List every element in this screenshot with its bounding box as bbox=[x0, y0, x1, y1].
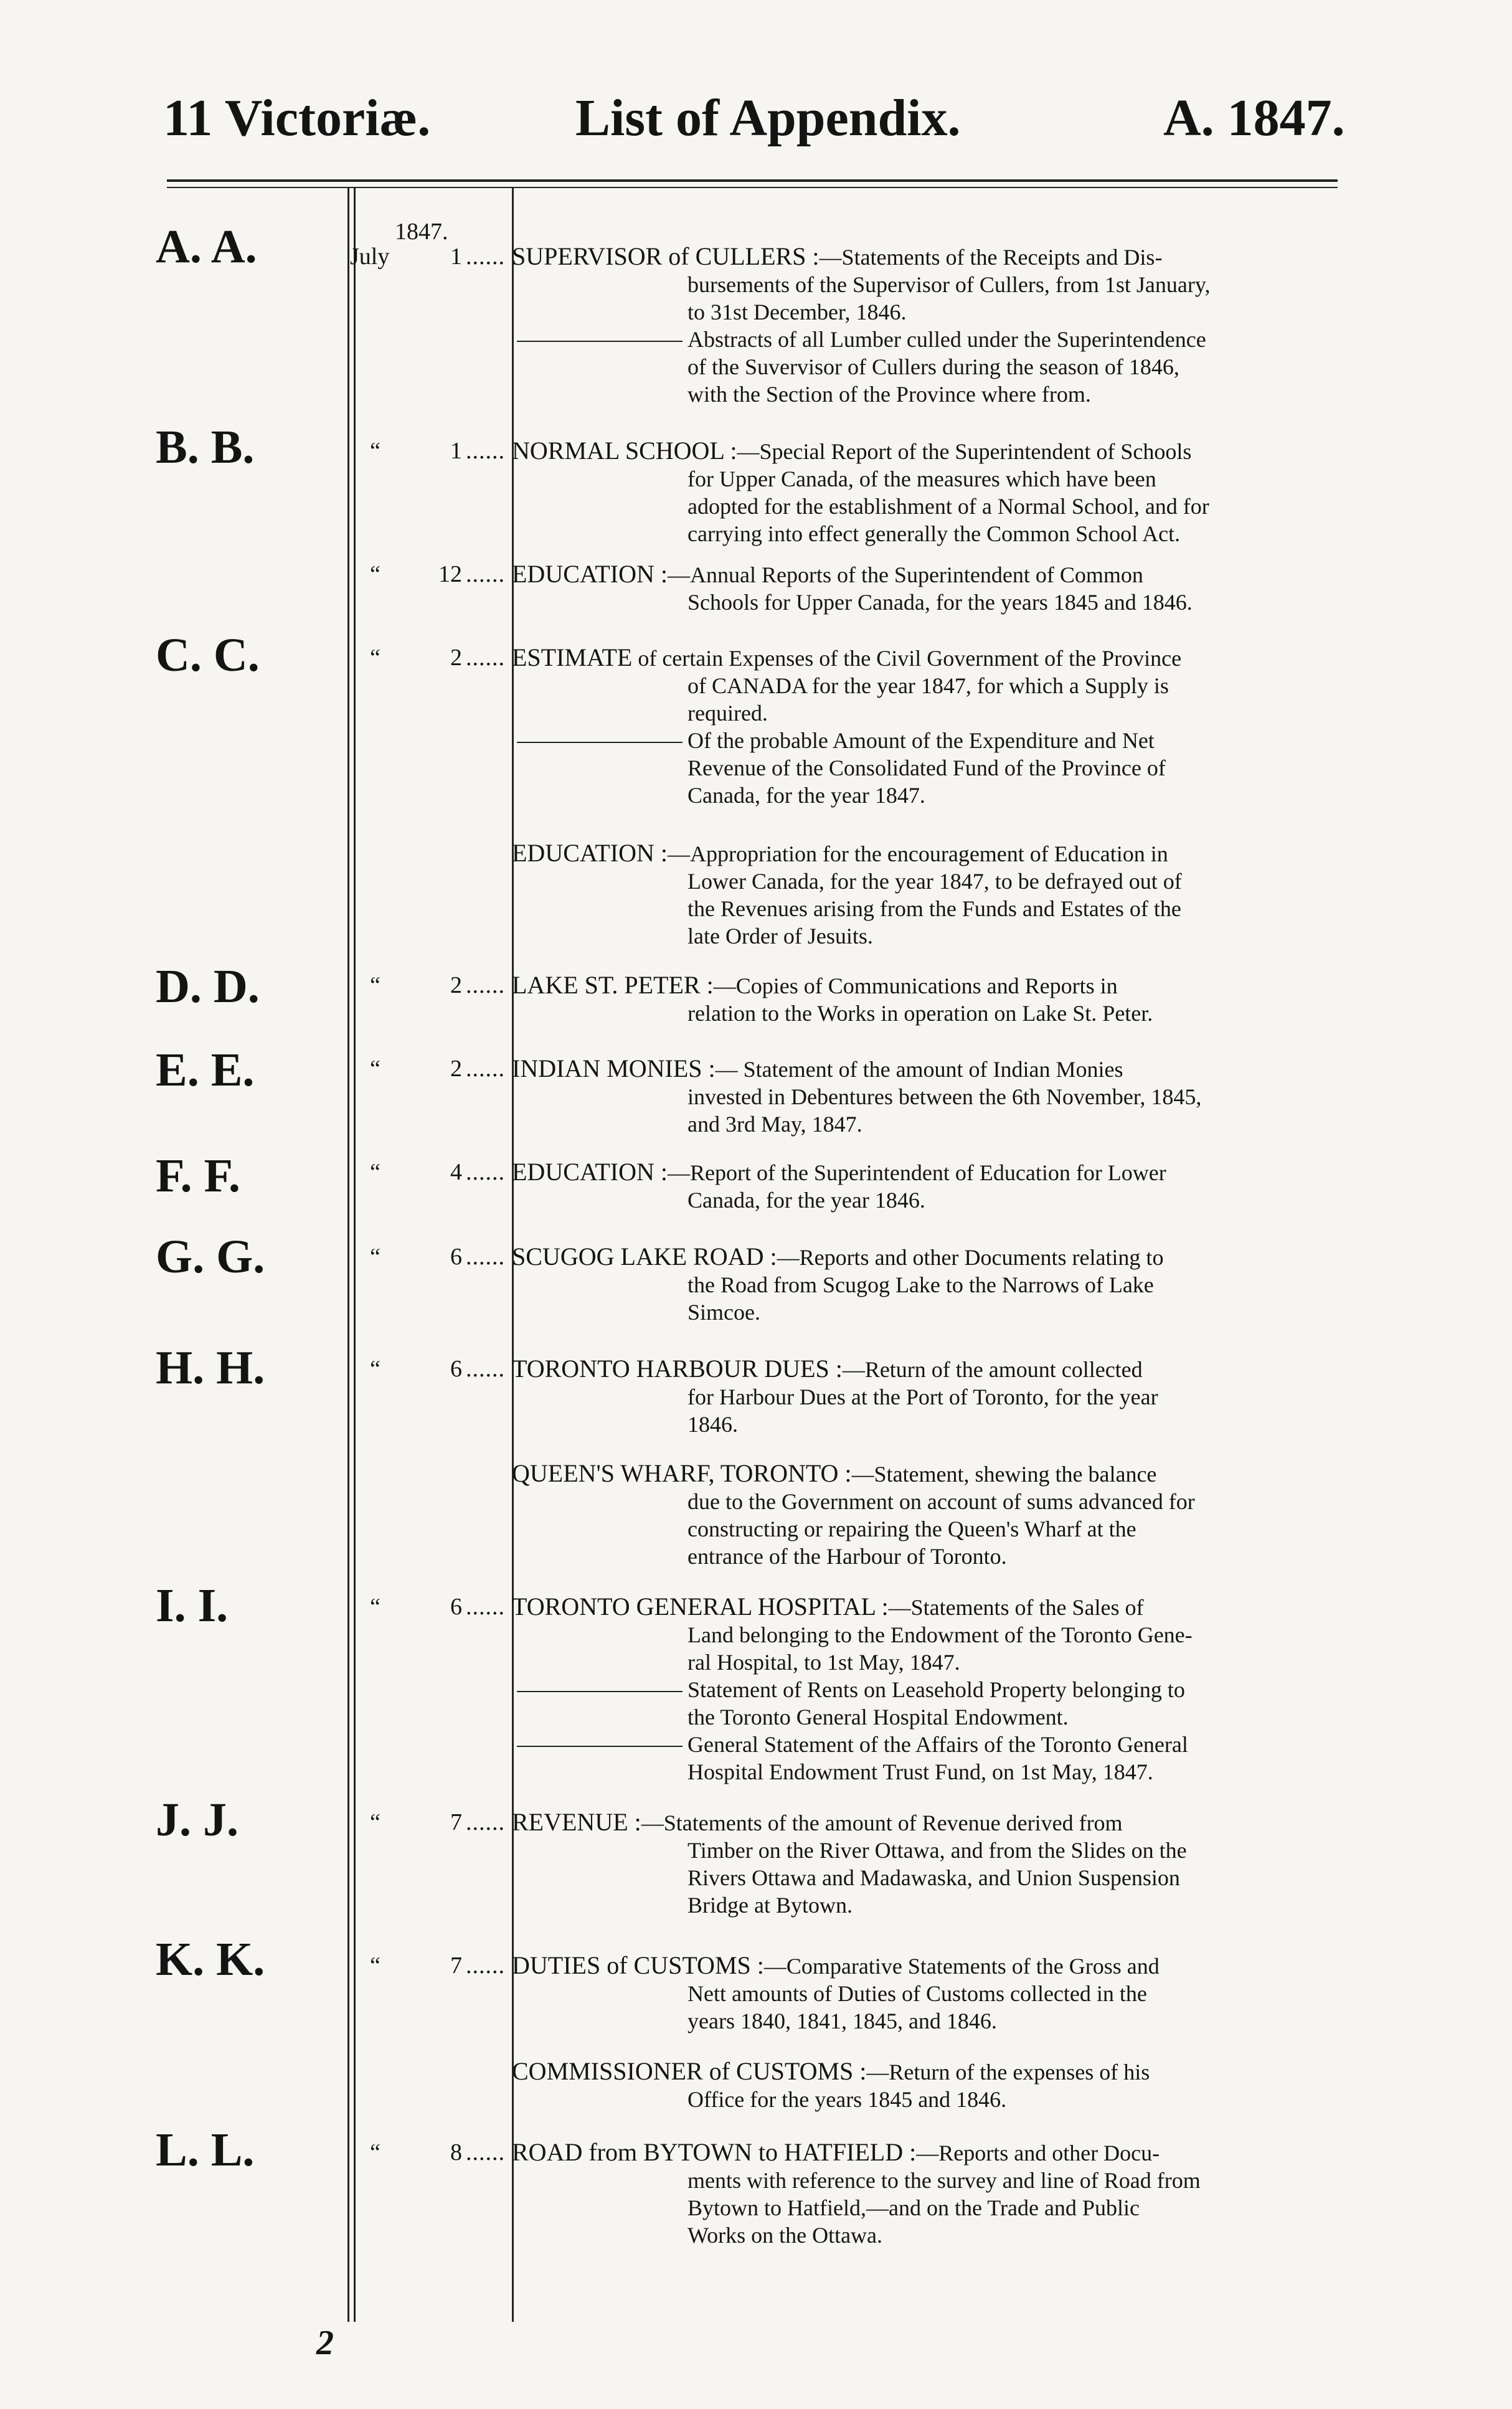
entry-heading: ESTIMATE bbox=[512, 643, 633, 671]
column-rule-left bbox=[347, 188, 349, 2322]
entry-heading: NORMAL SCHOOL : bbox=[512, 437, 737, 465]
appendix-entry bbox=[512, 1952, 1331, 2035]
appendix-letter: I. I. bbox=[156, 1579, 229, 1632]
entry-first-line bbox=[512, 1809, 1331, 1837]
entry-text: —Statement, shewing the balance bbox=[851, 1462, 1157, 1487]
appendix-entry bbox=[512, 840, 1331, 950]
sub-entry-line: the Toronto General Hospital Endowment. bbox=[687, 1705, 1069, 1730]
leader-dots: ...... bbox=[466, 438, 505, 464]
leader-dots: ...... bbox=[466, 645, 505, 671]
entry-first-line bbox=[512, 243, 1331, 271]
date-day: 2 bbox=[450, 1056, 462, 1082]
entry-text: —Statements of the amount of Revenue derived from bbox=[641, 1810, 1123, 1835]
entry-text: —Report of the Superintendent of Education for Lower bbox=[667, 1160, 1166, 1185]
entry-line: Nett amounts of Duties of Customs collected in the bbox=[687, 1981, 1147, 2006]
entry-heading: EDUCATION : bbox=[512, 839, 668, 867]
appendix-letter: K. K. bbox=[156, 1933, 265, 1985]
entry-first-line bbox=[512, 1593, 1331, 1621]
date-day: 7 bbox=[450, 1952, 462, 1979]
ditto-mark: “ bbox=[370, 1356, 380, 1382]
appendix-letter: H. H. bbox=[156, 1342, 265, 1394]
sub-entry-first-line: Statement of Rents on Leasehold Property belonging to bbox=[512, 1676, 1331, 1703]
appendix-letter: C. C. bbox=[156, 629, 260, 681]
appendix-entry bbox=[512, 1243, 1331, 1326]
date-day: 2 bbox=[450, 972, 462, 998]
entry-heading: EDUCATION : bbox=[512, 1158, 668, 1186]
ditto-mark: “ bbox=[370, 1952, 380, 1979]
appendix-entry bbox=[512, 1809, 1331, 1919]
entry-line: adopted for the establishment of a Normal School, and for bbox=[687, 494, 1209, 519]
entry-heading: QUEEN'S WHARF, TORONTO : bbox=[512, 1459, 852, 1487]
entry-text: —Reports and other Documents relating to bbox=[777, 1245, 1164, 1270]
header-rule-thick bbox=[167, 179, 1338, 182]
ditto-mark: “ bbox=[370, 1159, 380, 1185]
entry-line: required. bbox=[687, 701, 768, 726]
entry-heading: COMMISSIONER of CUSTOMS : bbox=[512, 2057, 867, 2085]
entry-line: Works on the Ottawa. bbox=[687, 2223, 883, 2248]
date-day: 1 bbox=[450, 244, 462, 270]
entry-text: —Appropriation for the encouragement of Education in bbox=[667, 841, 1168, 866]
date-day: 8 bbox=[450, 2139, 462, 2165]
header-left: 11 Victoriæ. bbox=[163, 89, 431, 147]
entry-heading: EDUCATION : bbox=[512, 560, 668, 588]
entry-line: late Order of Jesuits. bbox=[687, 924, 873, 949]
ditto-mark: “ bbox=[370, 972, 380, 998]
ditto-mark: “ bbox=[370, 2139, 380, 2165]
ditto-rule bbox=[517, 1691, 683, 1692]
appendix-entry bbox=[512, 561, 1331, 616]
appendix-letter: A. A. bbox=[156, 220, 257, 273]
entry-line: Office for the years 1845 and 1846. bbox=[687, 2087, 1007, 2112]
entry-line: of CANADA for the year 1847, for which a Supply is bbox=[687, 673, 1169, 698]
entry-line: Schools for Upper Canada, for the years 1845 and 1846. bbox=[687, 590, 1193, 615]
entry-line: the Revenues arising from the Funds and Estates of the bbox=[687, 896, 1181, 921]
appendix-letter: J. J. bbox=[156, 1794, 239, 1846]
entry-line: due to the Government on account of sums advanced for bbox=[687, 1489, 1195, 1514]
appendix-entry bbox=[512, 1355, 1331, 1438]
date-day: 12 bbox=[438, 561, 462, 587]
leader-dots: ...... bbox=[466, 1809, 505, 1835]
entry-text: of certain Expenses of the Civil Government of the Province bbox=[632, 646, 1182, 671]
date-month: July bbox=[350, 244, 390, 270]
appendix-entry bbox=[512, 2058, 1331, 2113]
ditto-mark: “ bbox=[370, 1056, 380, 1082]
entry-text: —Comparative Statements of the Gross and bbox=[763, 1954, 1160, 1979]
entry-first-line bbox=[512, 1460, 1331, 1488]
entry-line: to 31st December, 1846. bbox=[687, 300, 907, 324]
sub-entry-first-line: Of the probable Amount of the Expenditure and Net bbox=[512, 727, 1331, 754]
appendix-letter: D. D. bbox=[156, 960, 260, 1013]
leader-dots: ...... bbox=[466, 1594, 505, 1620]
entry-line: Rivers Ottawa and Madawaska, and Union Suspension bbox=[687, 1865, 1180, 1890]
entry-text: —Return of the amount collected bbox=[842, 1357, 1143, 1382]
entry-first-line bbox=[512, 840, 1331, 868]
leader-dots: ...... bbox=[466, 1356, 505, 1382]
entry-line: ments with reference to the survey and line of Road from bbox=[687, 2168, 1201, 2193]
entry-line: bursements of the Supervisor of Cullers, from 1st January, bbox=[687, 272, 1211, 297]
leader-dots: ...... bbox=[466, 1952, 505, 1979]
date-day: 2 bbox=[450, 645, 462, 671]
sub-entry-line: with the Section of the Province where from. bbox=[687, 382, 1091, 407]
entry-first-line bbox=[512, 2139, 1331, 2167]
sub-entry-line: of the Suvervisor of Cullers during the season of 1846, bbox=[687, 354, 1179, 379]
entry-line: Bytown to Hatfield,—and on the Trade and Public bbox=[687, 2195, 1140, 2220]
date-day: 4 bbox=[450, 1159, 462, 1185]
entry-line: Bridge at Bytown. bbox=[687, 1893, 853, 1918]
appendix-letter: E. E. bbox=[156, 1044, 255, 1096]
entry-line: Lower Canada, for the year 1847, to be defrayed out of bbox=[687, 869, 1182, 894]
ditto-mark: “ bbox=[370, 1244, 380, 1270]
entry-line: Simcoe. bbox=[687, 1300, 760, 1325]
ditto-mark: “ bbox=[370, 438, 380, 464]
sub-entry-first-line: Abstracts of all Lumber culled under the Superintendence bbox=[512, 326, 1331, 353]
appendix-entry bbox=[512, 1158, 1331, 1214]
appendix-letter: B. B. bbox=[156, 421, 255, 473]
appendix-entry bbox=[512, 1593, 1331, 1786]
appendix-entry bbox=[512, 1055, 1331, 1138]
entry-text: —Annual Reports of the Superintendent of Common bbox=[667, 562, 1143, 587]
entry-first-line bbox=[512, 1055, 1331, 1083]
entry-text: —Return of the expenses of his bbox=[866, 2060, 1150, 2085]
entry-first-line bbox=[512, 437, 1331, 465]
entry-text: —Copies of Communications and Reports in bbox=[713, 973, 1118, 998]
entry-first-line bbox=[512, 2058, 1331, 2086]
header-right: A. 1847. bbox=[1163, 89, 1345, 147]
entry-first-line bbox=[512, 561, 1331, 589]
appendix-entry bbox=[512, 437, 1331, 547]
entry-line: entrance of the Harbour of Toronto. bbox=[687, 1544, 1007, 1569]
appendix-letter: F. F. bbox=[156, 1150, 240, 1202]
leader-dots: ...... bbox=[466, 972, 505, 998]
entry-heading: TORONTO GENERAL HOSPITAL : bbox=[512, 1593, 889, 1621]
entry-first-line bbox=[512, 972, 1331, 1000]
entry-text: —Statements of the Sales of bbox=[888, 1595, 1144, 1620]
entry-text: —Reports and other Docu- bbox=[916, 2141, 1160, 2165]
entry-first-line bbox=[512, 1243, 1331, 1271]
entry-line: Canada, for the year 1846. bbox=[687, 1188, 925, 1213]
entry-heading: DUTIES of CUSTOMS : bbox=[512, 1951, 764, 1979]
entry-first-line bbox=[512, 1158, 1331, 1186]
appendix-letter: L. L. bbox=[156, 2124, 255, 2176]
entry-line: invested in Debentures between the 6th November, 1845, bbox=[687, 1084, 1202, 1109]
header-rule-thin bbox=[167, 187, 1338, 188]
date-day: 6 bbox=[450, 1244, 462, 1270]
ditto-rule bbox=[517, 341, 683, 342]
appendix-letter: G. G. bbox=[156, 1231, 265, 1283]
date-day: 6 bbox=[450, 1356, 462, 1382]
ditto-mark: “ bbox=[370, 645, 380, 671]
entry-line: and 3rd May, 1847. bbox=[687, 1112, 862, 1137]
appendix-entry bbox=[512, 972, 1331, 1027]
ditto-mark: “ bbox=[370, 1594, 380, 1620]
sub-entry-line: Hospital Endowment Trust Fund, on 1st May, 1847. bbox=[687, 1759, 1153, 1784]
appendix-entry bbox=[512, 2139, 1331, 2249]
ditto-rule bbox=[517, 1746, 683, 1747]
entry-heading: TORONTO HARBOUR DUES : bbox=[512, 1355, 843, 1383]
leader-dots: ...... bbox=[466, 1056, 505, 1082]
entry-line: years 1840, 1841, 1845, and 1846. bbox=[687, 2009, 997, 2033]
year-heading: 1847. bbox=[395, 219, 448, 245]
entry-line: carrying into effect generally the Common School Act. bbox=[687, 521, 1181, 546]
entry-text: —Special Report of the Superintendent of Schools bbox=[737, 439, 1192, 464]
sub-entry-first-line: General Statement of the Affairs of the Toronto General bbox=[512, 1731, 1331, 1758]
date-day: 6 bbox=[450, 1594, 462, 1620]
leader-dots: ...... bbox=[466, 1244, 505, 1270]
page-title: List of Appendix. bbox=[575, 89, 961, 147]
leader-dots: ...... bbox=[466, 244, 505, 270]
entry-text: —Statements of the Receipts and Dis- bbox=[819, 245, 1163, 270]
ditto-mark: “ bbox=[370, 1809, 380, 1835]
leader-dots: ...... bbox=[466, 561, 505, 587]
sub-entry-line: Canada, for the year 1847. bbox=[687, 783, 925, 808]
entry-heading: ROAD from BYTOWN to HATFIELD : bbox=[512, 2138, 917, 2166]
entry-line: Land belonging to the Endowment of the Toronto Gene- bbox=[687, 1622, 1193, 1647]
page-number: 2 bbox=[316, 2324, 334, 2362]
ditto-rule bbox=[517, 742, 683, 743]
ditto-mark: “ bbox=[370, 561, 380, 587]
column-rule-left-inner bbox=[354, 188, 356, 2322]
entry-first-line bbox=[512, 1355, 1331, 1383]
entry-line: constructing or repairing the Queen's Wharf at the bbox=[687, 1517, 1136, 1541]
entry-heading: SCUGOG LAKE ROAD : bbox=[512, 1242, 777, 1271]
entry-line: the Road from Scugog Lake to the Narrows of Lake bbox=[687, 1272, 1154, 1297]
entry-heading: REVENUE : bbox=[512, 1808, 641, 1836]
sub-entry-line: Revenue of the Consolidated Fund of the Province of bbox=[687, 755, 1166, 780]
entry-first-line bbox=[512, 1952, 1331, 1980]
entry-line: for Upper Canada, of the measures which have been bbox=[687, 466, 1156, 491]
leader-dots: ...... bbox=[466, 2139, 505, 2165]
entry-line: ral Hospital, to 1st May, 1847. bbox=[687, 1650, 960, 1675]
entry-text: — Statement of the amount of Indian Monies bbox=[715, 1057, 1123, 1082]
entry-line: 1846. bbox=[687, 1412, 738, 1437]
entry-heading: LAKE ST. PETER : bbox=[512, 971, 714, 999]
entry-first-line bbox=[512, 644, 1331, 672]
appendix-entry bbox=[512, 1460, 1331, 1570]
entry-line: Timber on the River Ottawa, and from the Slides on the bbox=[687, 1838, 1187, 1863]
entry-heading: SUPERVISOR of CULLERS : bbox=[512, 242, 820, 270]
leader-dots: ...... bbox=[466, 1159, 505, 1185]
appendix-entry bbox=[512, 243, 1331, 408]
entry-line: relation to the Works in operation on Lake St. Peter. bbox=[687, 1001, 1153, 1026]
date-day: 7 bbox=[450, 1809, 462, 1835]
appendix-entry bbox=[512, 644, 1331, 809]
entry-heading: INDIAN MONIES : bbox=[512, 1054, 716, 1082]
date-day: 1 bbox=[450, 438, 462, 464]
entry-line: for Harbour Dues at the Port of Toronto, for the year bbox=[687, 1384, 1158, 1409]
